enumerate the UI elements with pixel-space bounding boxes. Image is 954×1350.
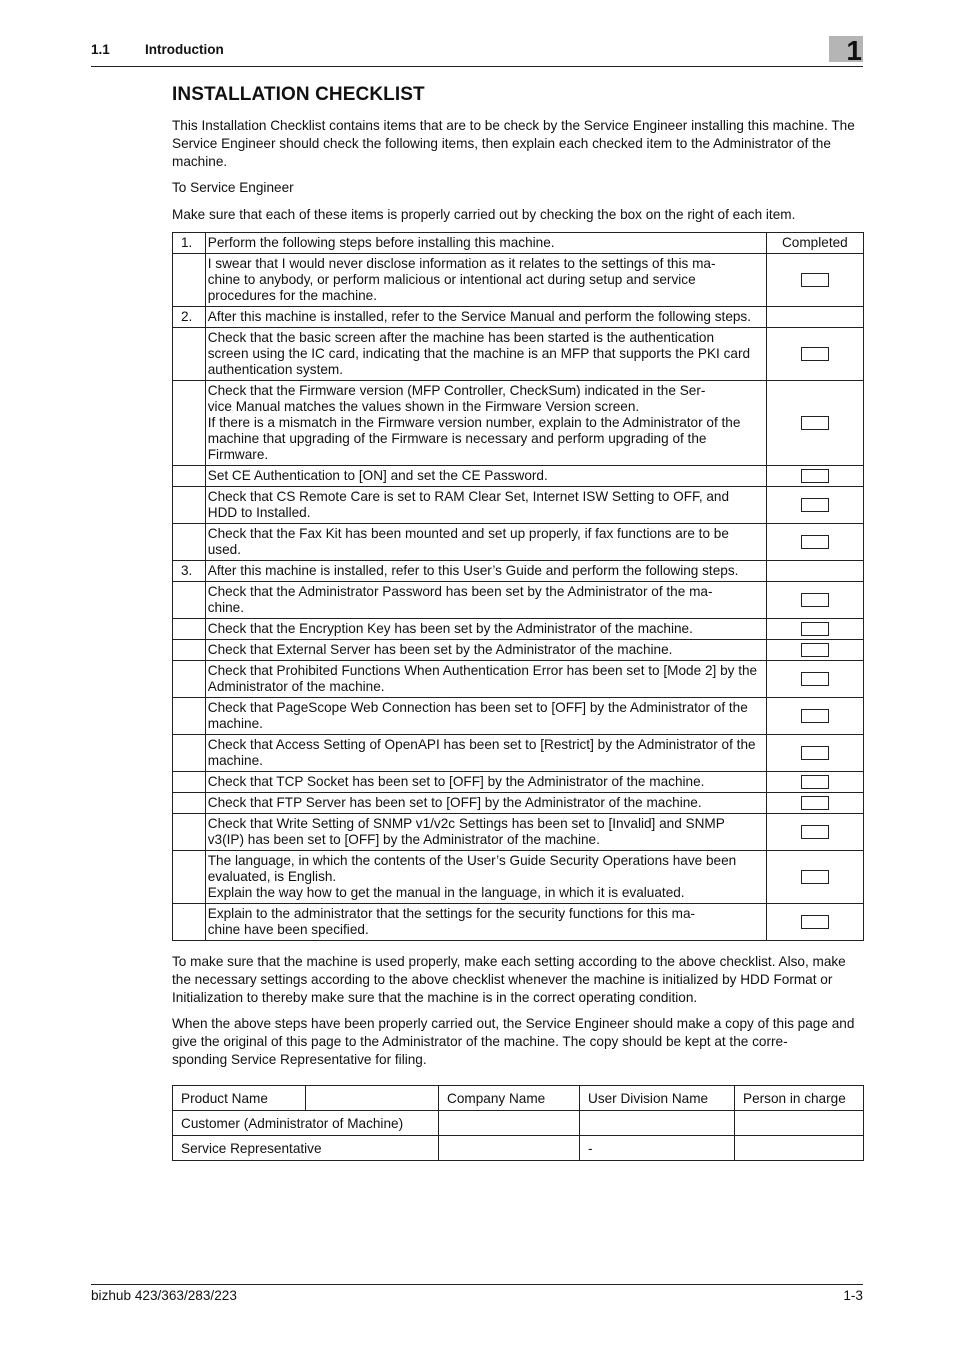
completed-checkbox[interactable] — [801, 593, 829, 607]
completed-cell — [766, 524, 863, 561]
checklist-step-number — [173, 851, 206, 904]
checklist-step-number: 1. — [173, 233, 206, 254]
checklist-step-number — [173, 328, 206, 381]
completed-checkbox[interactable] — [801, 535, 829, 549]
section-title: Introduction — [145, 42, 224, 57]
chapter-number: 1 — [846, 35, 862, 66]
checklist-row — [173, 466, 864, 487]
completed-cell — [766, 582, 863, 619]
user-division-name-label: User Division Name — [580, 1086, 735, 1111]
checklist-row — [173, 772, 864, 793]
checklist-row — [173, 524, 864, 561]
completed-checkbox[interactable] — [801, 643, 829, 657]
checklist-row — [173, 307, 864, 328]
checklist-row — [173, 814, 864, 851]
chapter-tab — [829, 35, 863, 66]
page-footer — [91, 1284, 863, 1303]
after-paragraph-2: When the above steps have been properly carried out, the Service Engineer should make a copy of this page and give the original of this page to the Administrator of the machine. The copy should be kept at the corre- sponding Service Representative for filing. — [172, 1016, 855, 1067]
checklist-item-text: I swear that I would never disclose information as it relates to the settings of this ma- chine to anybody, or perform malicious or intentional act during setup and service procedures for the machine. — [205, 254, 766, 307]
checklist-item-text: The language, in which the contents of the User’s Guide Security Operations have been evaluated, is English. Explain the way how to get the manual in the language, in which it is evaluated. — [205, 851, 766, 904]
completed-cell — [766, 772, 863, 793]
customer-division-field[interactable] — [580, 1111, 735, 1136]
completed-cell — [766, 661, 863, 698]
completed-cell — [766, 254, 863, 307]
customer-company-field[interactable] — [439, 1111, 580, 1136]
page-title: INSTALLATION CHECKLIST — [172, 84, 425, 105]
installation-checklist-table — [172, 232, 864, 941]
checklist-item-text: Check that the Encryption Key has been set by the Administrator of the machine. — [205, 619, 766, 640]
checklist-step-number — [173, 466, 206, 487]
checklist-step-number — [173, 904, 206, 941]
completed-cell — [766, 307, 863, 328]
checklist-row — [173, 582, 864, 619]
checklist-item-text: Check that the Fax Kit has been mounted and set up properly, if fax functions are to be used. — [205, 524, 766, 561]
page-content — [172, 84, 864, 1161]
completed-cell — [766, 619, 863, 640]
checklist-row — [173, 254, 864, 307]
completed-cell — [766, 640, 863, 661]
completed-cell — [766, 851, 863, 904]
checklist-step-number — [173, 619, 206, 640]
service-rep-person-field[interactable] — [735, 1136, 864, 1161]
completed-checkbox[interactable] — [801, 775, 829, 789]
checklist-step-number — [173, 640, 206, 661]
completed-cell — [766, 381, 863, 466]
checklist-item-text: Check that External Server has been set by the Administrator of the machine. — [205, 640, 766, 661]
completed-cell — [766, 487, 863, 524]
checklist-row — [173, 735, 864, 772]
customer-label: Customer (Administrator of Machine) — [173, 1111, 439, 1136]
company-name-label: Company Name — [439, 1086, 580, 1111]
completed-checkbox[interactable] — [801, 416, 829, 430]
service-rep-division-field: - — [580, 1136, 735, 1161]
checklist-step-number — [173, 487, 206, 524]
checklist-step-number — [173, 793, 206, 814]
checklist-item-text: Explain to the administrator that the settings for the security functions for this ma- chine have been specified. — [205, 904, 766, 941]
completed-checkbox[interactable] — [801, 672, 829, 686]
checklist-row — [173, 381, 864, 466]
page-header — [91, 35, 863, 67]
completed-cell — [766, 814, 863, 851]
checklist-item-text: Check that TCP Socket has been set to [OFF] by the Administrator of the machine. — [205, 772, 766, 793]
completed-checkbox[interactable] — [801, 273, 829, 287]
completed-cell — [766, 698, 863, 735]
checklist-row — [173, 619, 864, 640]
service-rep-label: Service Representative — [173, 1136, 439, 1161]
completed-checkbox[interactable] — [801, 469, 829, 483]
checklist-row — [173, 640, 864, 661]
checklist-step-number — [173, 524, 206, 561]
completed-checkbox[interactable] — [801, 622, 829, 636]
checklist-item-text: Check that the Administrator Password has been set by the Administrator of the ma- chine. — [205, 582, 766, 619]
product-name-label: Product Name — [173, 1086, 306, 1111]
intro-audience: To Service Engineer — [172, 180, 294, 195]
checklist-item-text: After this machine is installed, refer to the Service Manual and perform the following steps. — [205, 307, 766, 328]
service-rep-company-field[interactable] — [439, 1136, 580, 1161]
completed-checkbox[interactable] — [801, 870, 829, 884]
checklist-item-text: Check that Write Setting of SNMP v1/v2c Settings has been set to [Invalid] and SNMP v3(IP) has been set to [OFF] by the Administrator of the machine. — [205, 814, 766, 851]
table-row — [173, 1111, 864, 1136]
checklist-item-text: After this machine is installed, refer to this User’s Guide and perform the following steps. — [205, 561, 766, 582]
page-number: 1-3 — [843, 1288, 863, 1303]
checklist-step-number — [173, 254, 206, 307]
checklist-item-text: Check that the basic screen after the machine has been started is the authentication screen using the IC card, indicating that the machine is an MFP that supports the PKI card authentication system. — [205, 328, 766, 381]
completed-checkbox[interactable] — [801, 347, 829, 361]
completed-checkbox[interactable] — [801, 915, 829, 929]
checklist-row — [173, 487, 864, 524]
completed-column-header: Completed — [766, 233, 863, 254]
table-row — [173, 1136, 864, 1161]
checklist-step-number — [173, 698, 206, 735]
completed-cell — [766, 328, 863, 381]
after-paragraph-1: To make sure that the machine is used properly, make each setting according to the above checklist. Also, make the necessary settings according to the above checklist whenever the machine is initialized by HDD Format or Initialization to thereby make sure that the machine is in the correct operating condition. — [172, 954, 846, 1005]
table-row — [173, 1086, 864, 1111]
checklist-item-text: Check that Access Setting of OpenAPI has been set to [Restrict] by the Administrator of the machine. — [205, 735, 766, 772]
checklist-row — [173, 661, 864, 698]
completed-checkbox[interactable] — [801, 709, 829, 723]
checklist-step-number — [173, 814, 206, 851]
completed-checkbox[interactable] — [801, 498, 829, 512]
completed-cell — [766, 735, 863, 772]
customer-person-field[interactable] — [735, 1111, 864, 1136]
checklist-row — [173, 698, 864, 735]
checklist-item-text: Check that Prohibited Functions When Authentication Error has been set to [Mode 2] by the Administrator of the machine. — [205, 661, 766, 698]
completed-cell — [766, 904, 863, 941]
completed-checkbox[interactable] — [801, 746, 829, 760]
checklist-item-text: Set CE Authentication to [ON] and set the CE Password. — [205, 466, 766, 487]
model-name: bizhub 423/363/283/223 — [91, 1288, 237, 1303]
checklist-item-text: Check that PageScope Web Connection has been set to [OFF] by the Administrator of the machine. — [205, 698, 766, 735]
intro-paragraph: This Installation Checklist contains items that are to be check by the Service Engineer installing this machine. The Service Engineer should check the following items, then explain each checked item to the Administrator of the machine. — [172, 118, 855, 169]
checklist-step-number — [173, 582, 206, 619]
checklist-item-text: Check that FTP Server has been set to [OFF] by the Administrator of the machine. — [205, 793, 766, 814]
completed-cell — [766, 561, 863, 582]
checklist-row — [173, 233, 864, 254]
completed-checkbox[interactable] — [801, 825, 829, 839]
checklist-row — [173, 328, 864, 381]
signoff-table — [172, 1085, 864, 1161]
completed-checkbox[interactable] — [801, 796, 829, 810]
checklist-row — [173, 561, 864, 582]
person-in-charge-label: Person in charge — [735, 1086, 864, 1111]
checklist-step-number — [173, 661, 206, 698]
checklist-row — [173, 793, 864, 814]
checklist-step-number — [173, 772, 206, 793]
product-name-field[interactable] — [306, 1086, 439, 1111]
completed-cell — [766, 466, 863, 487]
checklist-step-number: 2. — [173, 307, 206, 328]
checklist-item-text: Check that CS Remote Care is set to RAM Clear Set, Internet ISW Setting to OFF, and HDD to Installed. — [205, 487, 766, 524]
checklist-item-text: Perform the following steps before installing this machine. — [205, 233, 766, 254]
checklist-item-text: Check that the Firmware version (MFP Controller, CheckSum) indicated in the Ser- vice Manual matches the values shown in the Firmware Version screen. If there is a mismatch in the Firmware version number, explain to the Administrator of the machine that upgrading of the Firmware is necessary and perform upgrading of the Firmware. — [205, 381, 766, 466]
section-number: 1.1 — [91, 42, 110, 57]
intro-instruction: Make sure that each of these items is properly carried out by checking the box on the right of each item. — [172, 207, 796, 222]
checklist-row — [173, 851, 864, 904]
checklist-row — [173, 904, 864, 941]
checklist-step-number: 3. — [173, 561, 206, 582]
completed-cell — [766, 793, 863, 814]
checklist-step-number — [173, 735, 206, 772]
checklist-step-number — [173, 381, 206, 466]
